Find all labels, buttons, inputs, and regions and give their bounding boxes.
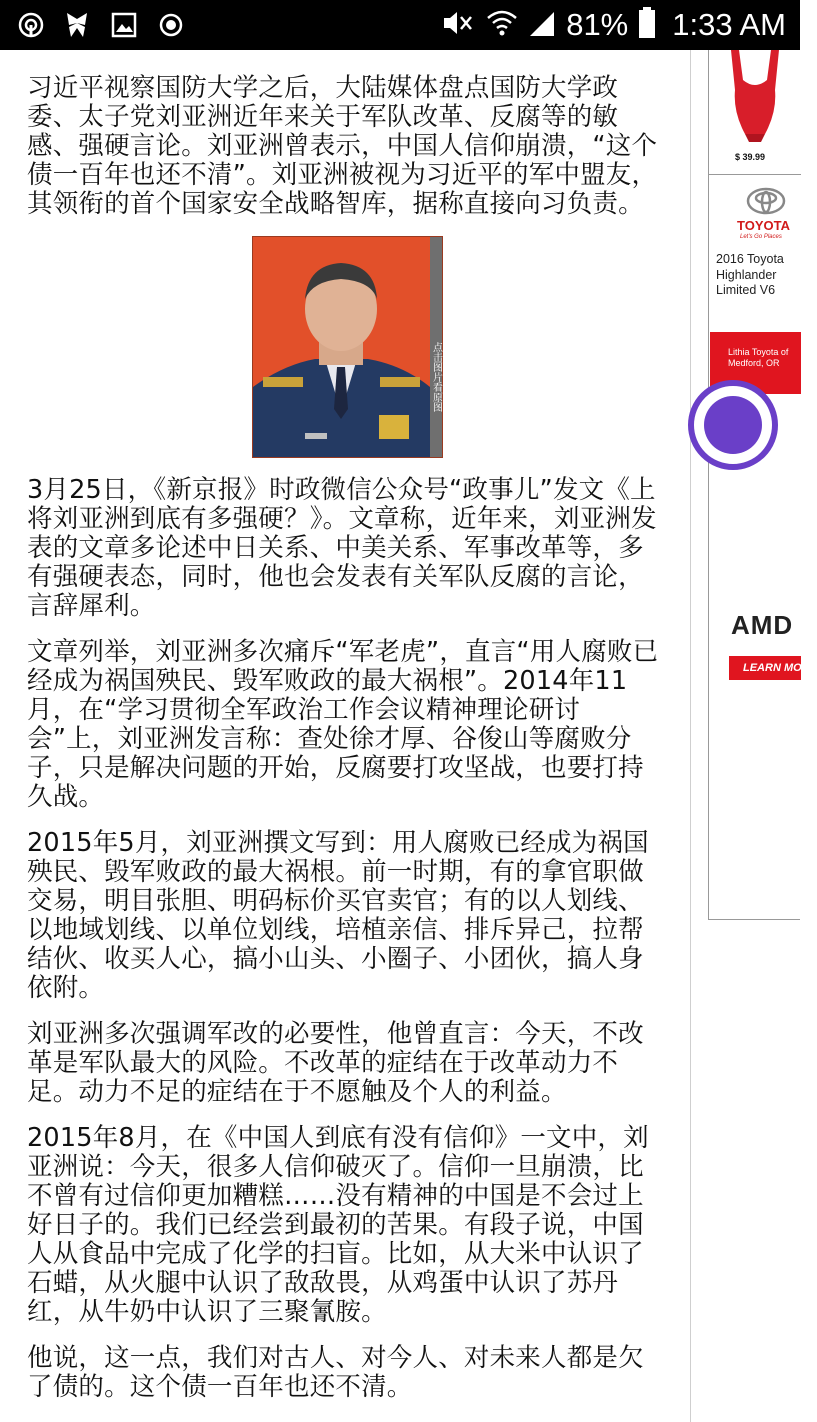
clock: 1:33 AM	[672, 7, 786, 42]
car-name[interactable]: 2016 Toyota Highlander Limited V6	[716, 252, 784, 297]
paragraph: 3月25日，《新京报》时政微信公众号“政事儿”发文《上将刘亚洲到底有多强硬？》。文章称，近年来，刘亚洲发表的文章多论述中日关系、中美关系、军事改革等，多有强硬表态，同时，他也会发表有关军队反腐的言论，言辞犀利。	[27, 475, 657, 621]
paragraph: 2015年8月，在《中国人到底有没有信仰》一文中，刘亚洲说：今天，很多人信仰破灭了。信仰一旦崩溃，比不曾有过信仰更加糟糕……没有精神的中国是不会过上好日子的。我们已经尝到最初的苦果。有段子说，中国人从食品中完成了化学的扫盲。比如，从大米中认识了石蜡，从火腿中认识了敌敌畏，从鸡蛋中认识了苏丹红，从牛奶中认识了三聚氰胺。	[27, 1123, 649, 1327]
paragraph: 文章列举，刘亚洲多次痛斥“军老虎”，直言“用人腐败已经成为祸国殃民、毁军败政的最大祸根”。2014年11月，在“学习贯彻全军政治工作会议精神理论研讨会”上，刘亚洲发言称：查处徐才厚、谷俊山等腐败分子，只是解决问题的开始，反腐要打攻坚战，也要打持久战。	[27, 637, 659, 812]
toyota-tagline: Let's Go Places	[740, 234, 782, 240]
amd-logo[interactable]: AMD	[731, 610, 794, 640]
battery-percent: 81%	[566, 7, 629, 42]
image-icon	[110, 10, 138, 40]
learn-more-button[interactable]: LEARN MORE	[729, 656, 801, 680]
column-divider	[690, 50, 691, 1422]
status-bar	[0, 0, 800, 50]
cutoff-line	[27, 1410, 667, 1422]
floating-action-button[interactable]	[688, 380, 778, 470]
ad-column[interactable]	[708, 50, 817, 920]
article-photo[interactable]	[252, 236, 443, 458]
signal-hotspot-icon	[16, 10, 46, 40]
paragraph: 刘亚洲多次强调军改的必要性，他曾直言：今天，不改革是军队最大的风险。不改革的症结在于改革动力不足。动力不足的症结在于不愿触及个人的利益。	[27, 1019, 644, 1107]
paragraph: 2015年5月，刘亚洲撰文写到：用人腐败已经成为祸国殃民、毁军败政的最大祸根。前一时期，有的拿官职做交易，明目张胆、明码标价买官卖官；有的以人划线、以地域划线、以单位划线，培植亲信、排斥异己，拉帮结伙、收买人心，搞小山头、小圈子、小团伙，搞人身依附。	[27, 828, 649, 1003]
status-right-group	[442, 0, 786, 50]
article-body	[27, 74, 667, 1419]
battery-icon	[638, 7, 656, 43]
swimsuit-ad-image[interactable]	[709, 50, 801, 150]
ad-price[interactable]: $ 39.99	[735, 152, 766, 162]
paragraph: 他说，这一点，我们对古人、对今人、对未来人都是欠了债的。这个债一百年也还不清。	[27, 1343, 644, 1402]
fab-inner-circle	[704, 396, 762, 454]
portrait-illustration	[253, 237, 430, 457]
paragraph: 习近平视察国防大学之后，大陆媒体盘点国防大学政委、太子党刘亚洲近年来关于军队改革、反腐等的敏感、强硬言论。刘亚洲曾表示，中国人信仰崩溃，“这个债一百年也还不清”。刘亚洲被视为习近平的军中盟友，其领衔的首个国家安全战略智库，据称直接向习负责。	[27, 73, 658, 219]
record-icon	[157, 10, 185, 40]
butterfly-icon	[62, 10, 92, 40]
toyota-logo-text[interactable]: TOYOTA	[737, 218, 790, 233]
cell-signal-icon	[528, 8, 556, 42]
photo-container	[27, 236, 667, 458]
ad-separator	[709, 174, 801, 175]
toyota-logo-icon[interactable]	[746, 186, 786, 216]
mute-icon	[442, 8, 476, 42]
dealer-box[interactable]: Lithia Toyota of Medford, OR	[710, 332, 801, 394]
photo-caption[interactable]: 点击图片看原图	[430, 237, 442, 457]
wifi-icon	[486, 8, 518, 42]
